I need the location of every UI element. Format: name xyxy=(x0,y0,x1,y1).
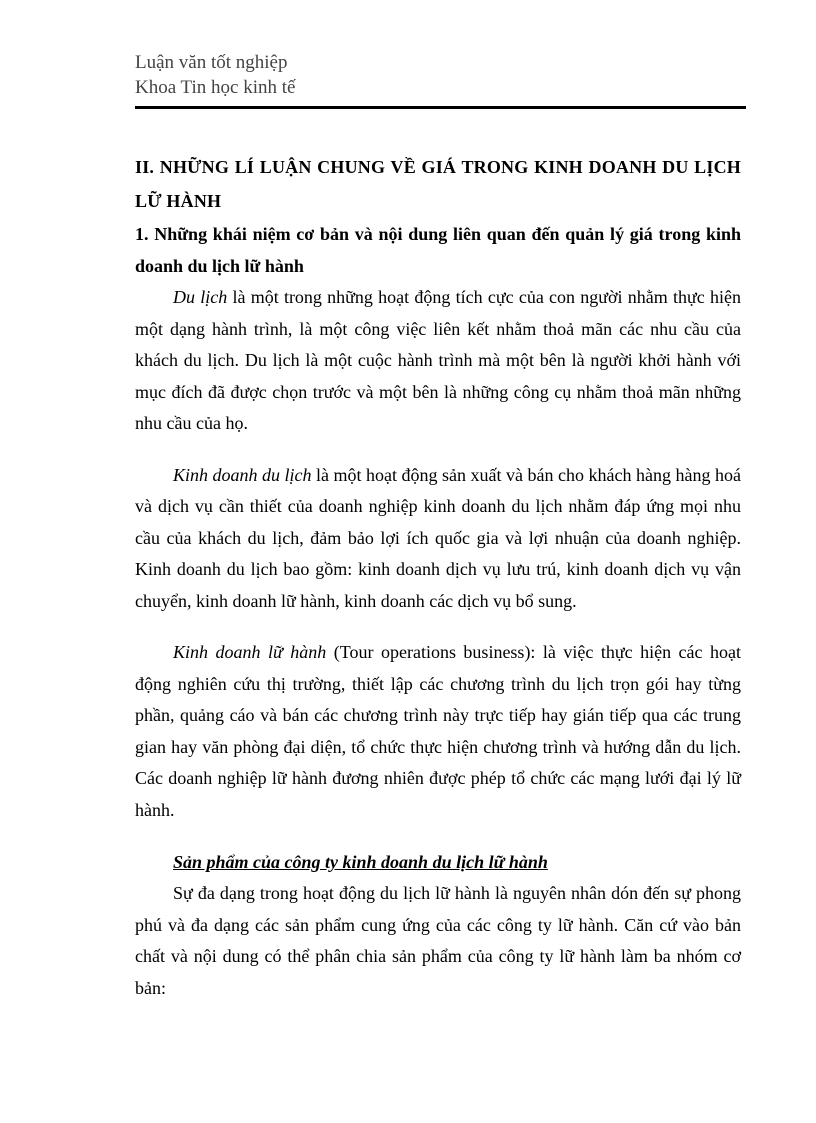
header-thesis-label: Luận văn tốt nghiệp xyxy=(135,52,288,73)
products-heading: Sản phẩm của công ty kinh doanh du lịch lữ hành xyxy=(173,852,548,872)
paragraph-tourism-business xyxy=(135,460,741,618)
paragraph-tourism-text: là một trong những hoạt động tích cực của con người nhằm thực hiện một dạng hành trình, là một công việc liên kết nhằm thoả mãn các nhu cầu của khách du lịch. Du lịch là một cuộc hành trình mà một bên là người khởi hành với mục đích đã được chọn trước và một bên là những công cụ nhằm thoả mãn những nhu cầu của họ. xyxy=(135,287,741,433)
paragraph-tour-operations xyxy=(135,637,741,826)
document-header xyxy=(135,50,295,100)
paragraph-products: Sự đa dạng trong hoạt động du lịch lữ hành là nguyên nhân dón đến sự phong phú và đa dạng các sản phẩm cung ứng của các công ty lữ hành. Căn cứ vào bản chất và nội dung có thể phân chia sản phẩm của công ty lữ hành làm ba nhóm cơ bản: xyxy=(135,883,741,998)
paragraph-tourism-business-text: là một hoạt động sản xuất và bán cho khách hàng hàng hoá và dịch vụ cần thiết của doanh nghiệp kinh doanh du lịch nhằm đáp ứng mọi nhu cầu của khách du lịch, đảm bảo lợi ích quốc gia và lợi nhuận của doanh nghiệp. Kinh doanh du lịch bao gồm: kinh doanh dịch vụ lưu trú, kinh doanh dịch vụ vận chuyển, kinh doanh lữ hành, kinh doanh các dịch vụ bổ sung. xyxy=(135,464,742,611)
paragraph-tourism xyxy=(135,282,741,440)
term-tourism: Du lịch xyxy=(173,287,228,307)
subsection-heading: 1. Những khái niệm cơ bản và nội dung liên quan đến quản lý giá trong kinh doanh du lịch lữ hành xyxy=(135,224,741,276)
page-body xyxy=(135,150,741,1004)
term-tour-operations: Kinh doanh lữ hành xyxy=(173,642,327,662)
term-tourism-business: Kinh doanh du lịch xyxy=(173,464,312,485)
section-heading: II. NHỮNG LÍ LUẬN CHUNG VỀ GIÁ TRONG KINH DOANH DU LỊCH LỮ HÀNH xyxy=(135,157,741,211)
header-faculty-label: Khoa Tin học kinh tế xyxy=(135,77,296,98)
paragraph-tour-operations-text: (Tour operations business): là việc thực hiện các hoạt động nghiên cứu thị trường, thiết lập các chương trình du lịch trọn gói hay từng phần, quảng cáo và bán các chương trình này trực tiếp hay gián tiếp qua các trung gian hay văn phòng đại diện, tổ chức thực hiện chương trình và hướng dẫn du lịch. Các doanh nghiệp lữ hành đương nhiên được phép tổ chức các mạng lưới đại lý lữ hành. xyxy=(135,642,741,820)
header-divider xyxy=(135,106,746,109)
